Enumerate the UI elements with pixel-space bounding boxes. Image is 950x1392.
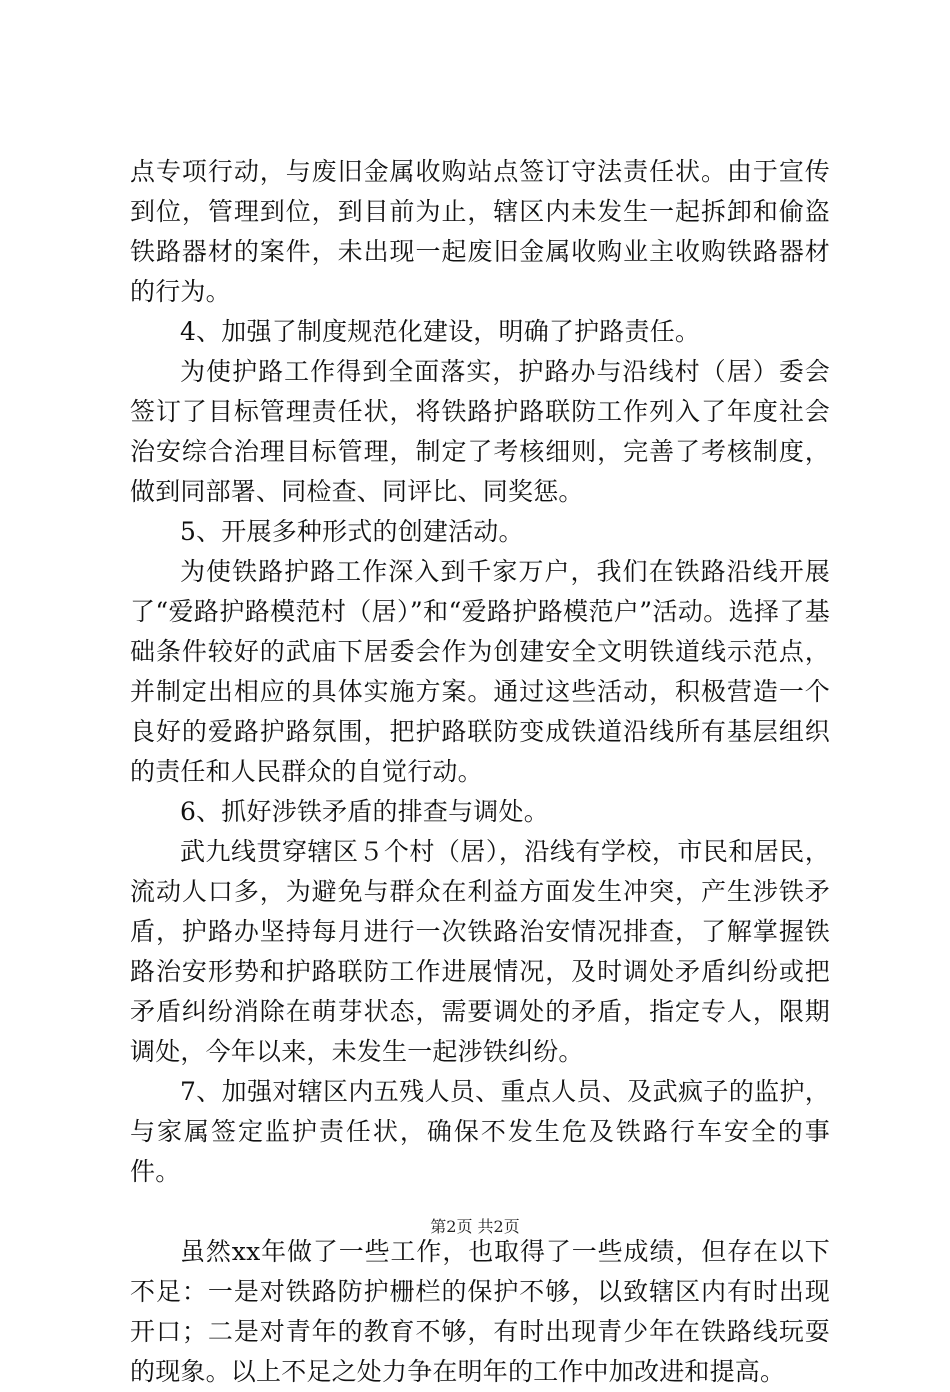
paragraph-conclusion: 虽然xx年做了一些工作，也取得了一些成绩，但存在以下不足：一是对铁路防护栅栏的保护不够，以致辖区内有时出现开口；二是对青年的教育不够，有时出现青少年在铁路线玩耍的现象。以上不足之处力争在明年的工作中加改进和提高。 xyxy=(130,1237,830,1386)
section-heading-4: 4、加强了制度规范化建设，明确了护路责任。 xyxy=(180,317,701,346)
section-heading-5: 5、开展多种形式的创建活动。 xyxy=(180,517,524,546)
section-heading-6: 6、抓好涉铁矛盾的排查与调处。 xyxy=(180,797,549,826)
document-body xyxy=(130,152,830,1392)
section-item-7: 7、加强对辖区内五残人员、重点人员、及武疯子的监护，与家属签定监护责任状，确保不发生危及铁路行车安全的事件。 xyxy=(130,1077,830,1186)
paragraph-section-4: 为使护路工作得到全面落实，护路办与沿线村（居）委会签订了目标管理责任状，将铁路护路联防工作列入了年度社会治安综合治理目标管理，制定了考核细则，完善了考核制度，做到同部署、同检查、同评比、同奖惩。 xyxy=(130,357,830,506)
paragraph-continuation: 点专项行动，与废旧金属收购站点签订守法责任状。由于宣传到位，管理到位，到目前为止，辖区内未发生一起拆卸和偷盗铁路器材的案件，未出现一起废旧金属收购业主收购铁路器材的行为。 xyxy=(130,157,830,306)
paragraph-section-6: 武九线贯穿辖区５个村（居），沿线有学校，市民和居民，流动人口多，为避免与群众在利益方面发生冲突，产生涉铁矛盾，护路办坚持每月进行一次铁路治安情况排查，了解掌握铁路治安形势和护路联防工作进展情况，及时调处矛盾纠纷或把矛盾纠纷消除在萌芽状态，需要调处的矛盾，指定专人，限期调处，今年以来，未发生一起涉铁纠纷。 xyxy=(130,837,830,1066)
paragraph-section-5: 为使铁路护路工作深入到千家万户，我们在铁路沿线开展了“爱路护路模范村（居）”和“爱路护路模范户”活动。选择了基础条件较好的武庙下居委会作为创建安全文明铁道线示范点，并制定出相应的具体实施方案。通过这些活动，积极营造一个良好的爱路护路氛围，把护路联防变成铁道沿线所有基层组织的责任和人民群众的自觉行动。 xyxy=(130,557,830,786)
page-number-footer: 第2页 共2页 xyxy=(430,1217,520,1236)
